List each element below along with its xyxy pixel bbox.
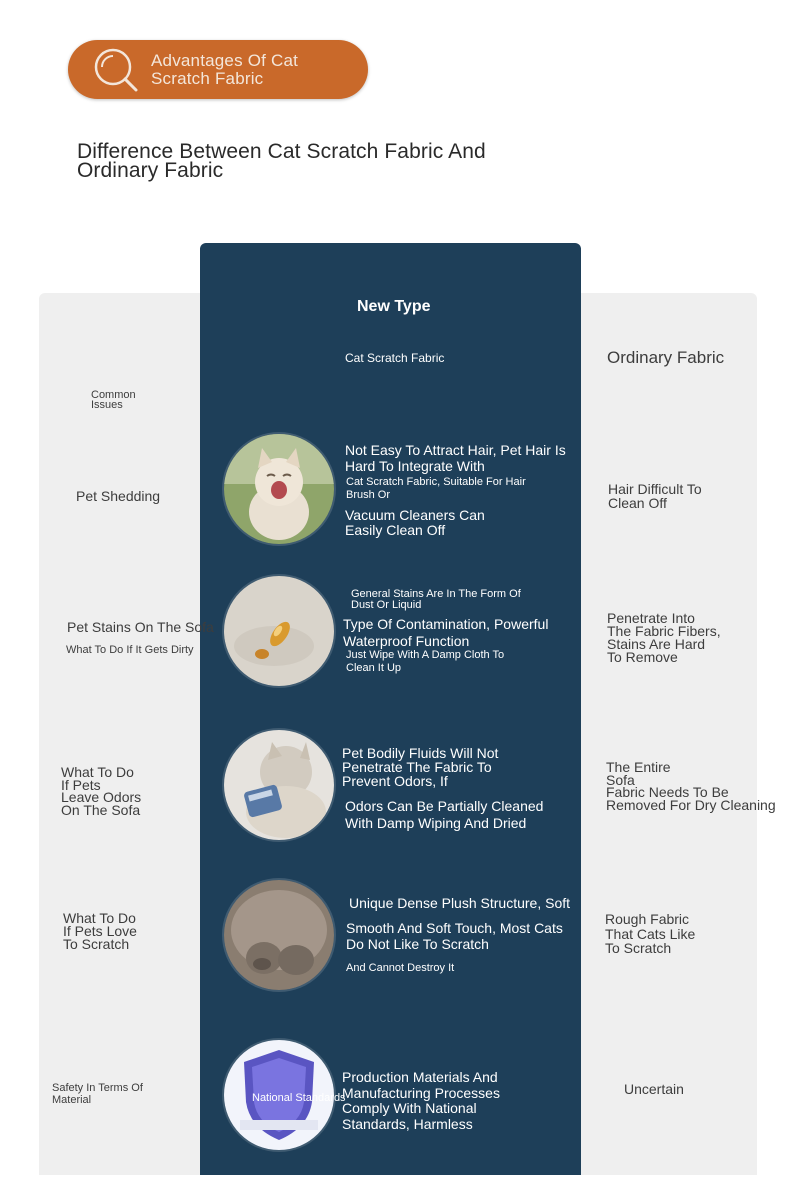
- search-icon: [92, 47, 140, 93]
- cat-paw-photo: [224, 880, 334, 990]
- new-type-text: Smooth And Soft Touch, Most Cats Do Not Like To Scratch: [346, 920, 563, 952]
- new-type-text: General Stains Are In The Form Of Dust Or Liquid: [351, 588, 521, 611]
- kitten-photo: [224, 434, 334, 544]
- new-type-text: Unique Dense Plush Structure, Soft: [349, 895, 571, 911]
- new-type-text: Pet Bodily Fluids Will Not Penetrate The Fabric To Prevent Odors, If: [342, 745, 499, 789]
- cat-eating-photo: [224, 730, 334, 840]
- issue-label: Pet Stains On The Sofa: [67, 619, 214, 635]
- issue-label: Pet Shedding: [76, 488, 161, 504]
- badge-label: Advantages Of Cat Scratch Fabric: [151, 51, 299, 88]
- ordinary-text: Hair Difficult To Clean Off: [608, 481, 702, 511]
- new-type-header: New Type: [357, 298, 431, 315]
- new-type-text: Production Materials And Manufacturing Processes Comply With National Standards, Harmless: [342, 1069, 500, 1132]
- ordinary-text: Rough Fabric That Cats Like To Scratch: [605, 911, 696, 956]
- issue-sublabel: What To Do If It Gets Dirty: [66, 644, 194, 656]
- ordinary-text: Penetrate Into The Fabric Fibers, Stains Are Hard To Remove: [607, 610, 721, 665]
- title-badge: [68, 40, 368, 99]
- issue-label: What To Do If Pets Leave Odors On The Sofa: [61, 764, 142, 818]
- new-type-text: Not Easy To Attract Hair, Pet Hair Is Hard To Integrate With: [345, 442, 566, 474]
- new-type-text: Just Wipe With A Damp Cloth To Clean It Up: [346, 649, 505, 674]
- new-type-text: Type Of Contamination, Powerful Waterproof Function: [343, 616, 549, 649]
- issues-column: [39, 293, 209, 1175]
- new-type-column: [200, 243, 581, 1175]
- shield-label: National Standards: [252, 1092, 346, 1104]
- new-type-text: Vacuum Cleaners Can Easily Clean Off: [345, 507, 485, 538]
- ordinary-column: [575, 293, 757, 1175]
- ordinary-text: Uncertain: [624, 1081, 684, 1097]
- new-type-subheader: Cat Scratch Fabric: [345, 351, 445, 365]
- issue-label: Safety In Terms Of Material: [52, 1082, 143, 1106]
- new-type-text: Odors Can Be Partially Cleaned With Damp Wiping And Dried: [345, 798, 544, 831]
- ordinary-header: Ordinary Fabric: [607, 348, 725, 367]
- issue-label: What To Do If Pets Love To Scratch: [63, 910, 137, 952]
- new-type-text: And Cannot Destroy It: [346, 962, 455, 974]
- page-title: Difference Between Cat Scratch Fabric And Ordinary Fabric: [77, 140, 486, 182]
- issues-header: Common Issues: [91, 389, 136, 411]
- new-type-text: Cat Scratch Fabric, Suitable For Hair Brush Or: [346, 476, 526, 501]
- water-droplet-photo: [224, 576, 334, 686]
- ordinary-text: The Entire Sofa Fabric Needs To Be Removed For Dry Cleaning: [606, 759, 776, 814]
